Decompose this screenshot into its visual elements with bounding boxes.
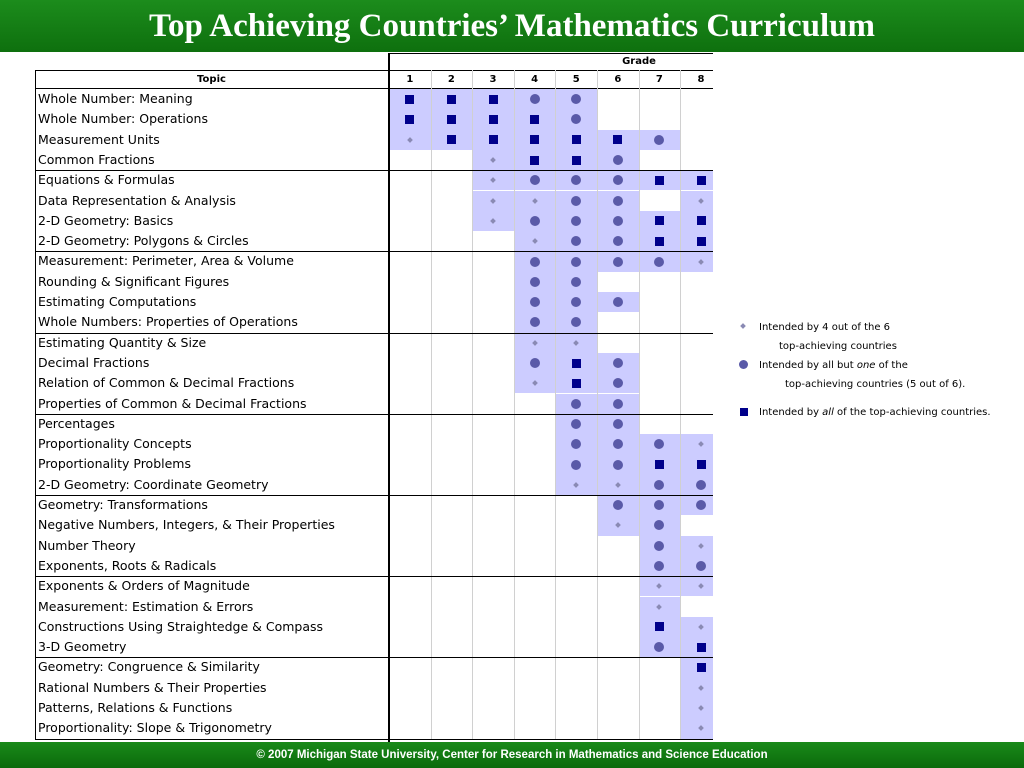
topic-row-label: Percentages	[38, 415, 115, 431]
topic-row-label: Geometry: Congruence & Similarity	[38, 659, 260, 675]
grade-header-top-border	[389, 53, 713, 54]
topic-header: Topic	[197, 74, 226, 85]
legend-diamond-text: Intended by 4 out of the 6	[759, 322, 891, 333]
header-bottom-border	[35, 88, 713, 89]
topic-grade-divider	[388, 53, 390, 743]
topic-row-label: Negative Numbers, Integers, & Their Properties	[38, 517, 335, 533]
square-icon	[697, 216, 706, 225]
diamond-icon	[740, 323, 746, 329]
group-separator	[35, 251, 713, 252]
topic-row-label: Constructions Using Straightedge & Compass	[38, 618, 324, 634]
legend-circle-text-b: of the	[875, 360, 908, 371]
circle-icon	[613, 358, 623, 368]
group-separator	[35, 333, 713, 334]
circle-icon	[613, 399, 623, 409]
group-separator	[35, 495, 713, 496]
grade-column-2: 2	[447, 74, 455, 85]
square-icon	[489, 95, 498, 104]
legend-circle-text	[759, 356, 908, 375]
topic-row-label: 2-D Geometry: Polygons & Circles	[38, 233, 249, 249]
grade-header: Grade	[622, 56, 656, 67]
topic-row-label: 2-D Geometry: Coordinate Geometry	[38, 476, 269, 492]
legend-square-text-b: of the top-achieving countries.	[833, 407, 991, 418]
grade-column-6: 6	[614, 74, 622, 85]
grade-column-8: 8	[697, 74, 705, 85]
square-icon	[655, 216, 664, 225]
square-icon	[530, 115, 539, 124]
square-icon	[530, 135, 539, 144]
topic-row-label: Proportionality Problems	[38, 456, 191, 472]
square-icon	[697, 176, 706, 185]
circle-icon	[571, 257, 581, 267]
circle-icon	[613, 216, 623, 226]
legend-square-text-a: Intended by	[759, 407, 823, 418]
circle-icon	[530, 297, 540, 307]
circle-icon	[613, 297, 623, 307]
legend-square-row	[737, 403, 1024, 422]
circle-icon	[530, 175, 540, 185]
circle-icon	[739, 360, 748, 369]
topic-row-label: Common Fractions	[38, 151, 155, 167]
topic-row-label: Estimating Quantity & Size	[38, 334, 207, 350]
square-icon	[740, 408, 748, 416]
group-separator	[35, 414, 713, 415]
square-icon	[447, 115, 456, 124]
grade-cell-shade	[680, 536, 713, 556]
topic-row-label: Measurement: Perimeter, Area & Volume	[38, 253, 294, 269]
square-icon	[530, 156, 539, 165]
square-icon	[697, 237, 706, 246]
topic-row-label: Rational Numbers & Their Properties	[38, 679, 267, 695]
topic-row-label: Proportionality: Slope & Trigonometry	[38, 720, 272, 736]
topic-row-label: Geometry: Transformations	[38, 497, 208, 512]
legend-circle-text-em: one	[856, 360, 876, 371]
table-bottom-border	[35, 739, 713, 740]
square-icon	[572, 135, 581, 144]
square-icon	[405, 115, 414, 124]
legend-square-text	[759, 403, 991, 422]
circle-icon	[696, 561, 706, 571]
square-icon	[697, 663, 706, 672]
circle-icon	[530, 216, 540, 226]
circle-icon	[571, 277, 581, 287]
circle-icon	[530, 257, 540, 267]
grade-cell-shade	[680, 718, 713, 738]
topic-row-label: Relation of Common & Decimal Fractions	[38, 375, 295, 391]
topic-row-label: Exponents, Roots & Radicals	[38, 557, 217, 573]
topic-row-label: Decimal Fractions	[38, 354, 150, 370]
legend-circle-text-a: Intended by all but	[759, 360, 857, 371]
circle-icon	[613, 257, 623, 267]
topic-row-label: Data Representation & Analysis	[38, 192, 236, 208]
grade-cell-shade	[680, 576, 713, 596]
square-icon	[447, 95, 456, 104]
square-icon	[572, 359, 581, 368]
circle-icon	[654, 257, 664, 267]
circle-icon	[613, 439, 623, 449]
grade-cell-shade	[680, 191, 713, 211]
square-icon	[697, 643, 706, 652]
legend-diamond-row	[737, 318, 1024, 337]
topic-row-label: Measurement Units	[38, 131, 160, 147]
circle-icon	[613, 236, 623, 246]
legend-diamond-row-2	[737, 337, 1024, 356]
circle-icon	[571, 399, 581, 409]
circle-icon	[613, 500, 623, 510]
topic-row-label: Properties of Common & Decimal Fractions	[38, 395, 307, 411]
square-icon	[447, 135, 456, 144]
circle-icon	[696, 480, 706, 490]
topic-row-label: Number Theory	[38, 537, 136, 553]
grade-column-7: 7	[655, 74, 663, 85]
square-icon	[697, 460, 706, 469]
legend-circle-row	[737, 356, 1024, 375]
square-icon	[655, 176, 664, 185]
square-icon	[655, 237, 664, 246]
topic-row-label: 3-D Geometry	[38, 639, 127, 655]
topic-row-label: Estimating Computations	[38, 294, 197, 309]
square-icon	[489, 115, 498, 124]
legend	[737, 318, 1024, 422]
legend-circle-row-2	[737, 375, 1024, 394]
circle-icon	[571, 460, 581, 470]
topic-header-top-border	[35, 70, 713, 71]
topic-row-label: Rounding & Significant Figures	[38, 273, 230, 289]
grade-column-4: 4	[531, 74, 539, 85]
slide-title: Top Achieving Countries’ Mathematics Curriculum	[0, 0, 1024, 52]
circle-icon	[530, 94, 540, 104]
topic-row-label: Measurement: Estimation & Errors	[38, 598, 254, 614]
circle-icon	[613, 155, 623, 165]
grade-cell-shade	[680, 434, 713, 454]
grade-column-1: 1	[406, 74, 414, 85]
square-icon	[655, 460, 664, 469]
grade-column-3: 3	[489, 74, 497, 85]
topic-row-label: Proportionality Concepts	[38, 436, 192, 452]
group-separator	[35, 657, 713, 658]
square-icon	[489, 135, 498, 144]
circle-icon	[613, 460, 623, 470]
circle-icon	[530, 277, 540, 287]
topic-row-label: Whole Number: Operations	[38, 111, 208, 127]
circle-icon	[571, 196, 581, 206]
topic-row-label: Patterns, Relations & Functions	[38, 700, 233, 715]
circle-icon	[530, 358, 540, 368]
group-separator	[35, 576, 713, 577]
grade-cell-shade	[680, 678, 713, 698]
topic-row-label: Whole Number: Meaning	[38, 91, 193, 106]
legend-circle-text-2: top-achieving countries (5 out of 6).	[785, 379, 966, 390]
circle-icon	[613, 419, 623, 429]
square-icon	[405, 95, 414, 104]
grade-column-5: 5	[572, 74, 580, 85]
grade-cell-shade	[680, 617, 713, 637]
group-separator	[35, 170, 713, 171]
legend-square-text-em: all	[822, 407, 834, 418]
circle-icon	[613, 196, 623, 206]
legend-diamond-text-2: top-achieving countries	[779, 341, 897, 352]
square-icon	[613, 135, 622, 144]
topic-row-label: Whole Numbers: Properties of Operations	[38, 314, 298, 330]
grade-cell-shade	[680, 698, 713, 718]
grade-cell-shade	[680, 251, 713, 271]
topic-row-label: Exponents & Orders of Magnitude	[38, 578, 250, 594]
square-icon	[572, 156, 581, 165]
topic-row-label: 2-D Geometry: Basics	[38, 212, 174, 228]
square-icon	[655, 622, 664, 631]
slide-footer: © 2007 Michigan State University, Center for Research in Mathematics and Science Education	[0, 742, 1024, 768]
square-icon	[572, 379, 581, 388]
topic-row-label: Equations & Formulas	[38, 172, 175, 188]
